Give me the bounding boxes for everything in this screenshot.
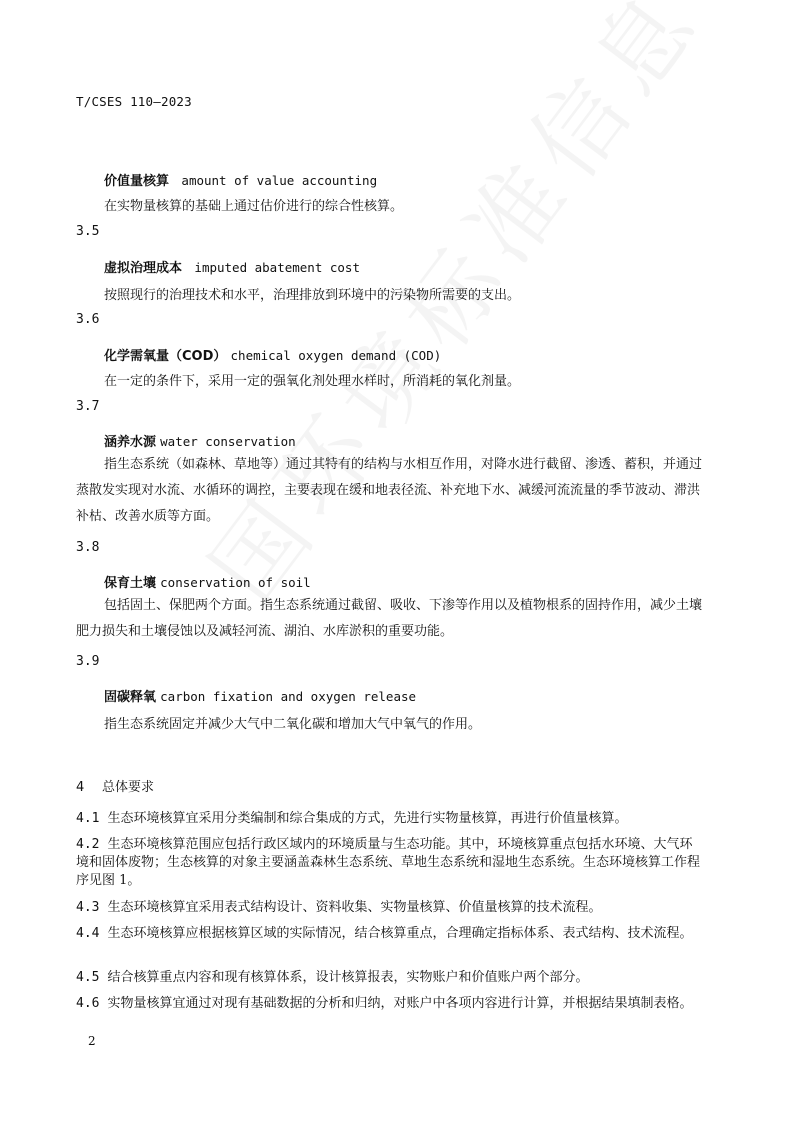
clause-item [76,925,702,943]
section-title: 总体要求 [102,780,155,795]
clause-text: 结合核算重点内容和现有核算体系，设计核算报表，实物账户和价值账户两个部分。 [107,970,589,985]
term-number: 3.8 [76,540,100,555]
term-en: chemical oxygen demand (COD) [230,348,442,363]
clause-number: 4.6 [76,996,100,1011]
watermark [175,0,738,624]
term-cn: 价值量核算 [104,174,170,189]
term-definition: 按照现行的治理技术和水平，治理排放到环境中的污染物所需要的支出。 [104,288,521,303]
term-en: carbon fixation and oxygen release [160,689,417,704]
term-number: 3.6 [76,312,100,327]
clause-number: 4.4 [76,926,100,941]
term-heading [104,345,441,364]
term-number: 3.5 [76,224,100,239]
clause-number: 4.3 [76,900,100,915]
term-heading [104,686,416,705]
section-heading [76,776,154,795]
term-cn: 虚拟治理成本 [104,261,183,276]
term-cn: 涵养水源 [104,435,157,450]
clause-number: 4.1 [76,811,100,826]
clause-item [76,836,702,890]
clause-number: 4.2 [76,837,100,852]
clause-text: 生态环境核算应根据核算区域的实际情况，结合核算重点，合理确定指标体系、表式结构、技术流程。 [107,926,693,941]
term-definition: 包括固土、保肥两个方面。指生态系统通过截留、吸收、下渗等作用以及植物根系的固持作用，减少土壤肥力损失和土壤侵蚀以及减轻河流、湖泊、水库淤积的重要功能。 [76,598,703,639]
standard-code-header: T/CSES 110—2023 [76,94,192,109]
clause-text: 生态环境核算宜采用分类编制和综合集成的方式，先进行实物量核算，再进行价值量核算。 [107,811,628,826]
clause-item [76,969,702,987]
section-number: 4 [76,780,85,795]
term-en: imputed abatement cost [194,260,360,275]
term-number: 3.7 [76,399,100,414]
clause-text: 生态环境核算范围应包括行政区域内的环境质量与生态功能。其中，环境核算重点包括水环境、大气环境和固体废物；生态核算的对象主要涵盖森林生态系统、草地生态系统和湿地生态系统。生态环境核算工作程序见图 1。 [76,837,701,888]
term-en: water conservation [160,434,296,449]
term-definition: 在实物量核算的基础上通过估价进行的综合性核算。 [104,199,404,214]
term-heading [104,431,296,450]
term-definition: 指生态系统（如森林、草地等）通过其特有的结构与水相互作用，对降水进行截留、渗透、蓄积，并通过蒸散发实现对水流、水循环的调控，主要表现在缓和地表径流、补充地下水、减缓河流流量的季节波动、滞洪补枯、改善水质等方面。 [76,457,703,524]
term-en: amount of value accounting [181,173,378,188]
term-heading [104,572,311,591]
term-definition: 指生态系统固定并减少大气中二氧化碳和增加大气中氧气的作用。 [104,717,482,732]
clause-text: 实物量核算宜通过对现有基础数据的分析和归纳，对账户中各项内容进行计算，并根据结果填制表格。 [107,996,693,1011]
term-cn: 化学需氧量（COD） [104,349,227,364]
clause-text: 生态环境核算宜采用表式结构设计、资料收集、实物量核算、价值量核算的技术流程。 [107,900,602,915]
page-number: 2 [88,1034,96,1048]
term-heading [104,170,377,189]
term-definition: 在一定的条件下，采用一定的强氧化剂处理水样时，所消耗的氧化剂量。 [104,374,521,389]
term-number: 3.9 [76,654,100,669]
term-cn: 固碳释氧 [104,690,157,705]
clause-number: 4.5 [76,970,100,985]
term-heading [104,257,360,276]
clause-item [76,810,702,828]
term-en: conservation of soil [160,575,311,590]
clause-item [76,995,702,1013]
term-cn: 保育土壤 [104,576,157,591]
clause-item [76,899,702,917]
